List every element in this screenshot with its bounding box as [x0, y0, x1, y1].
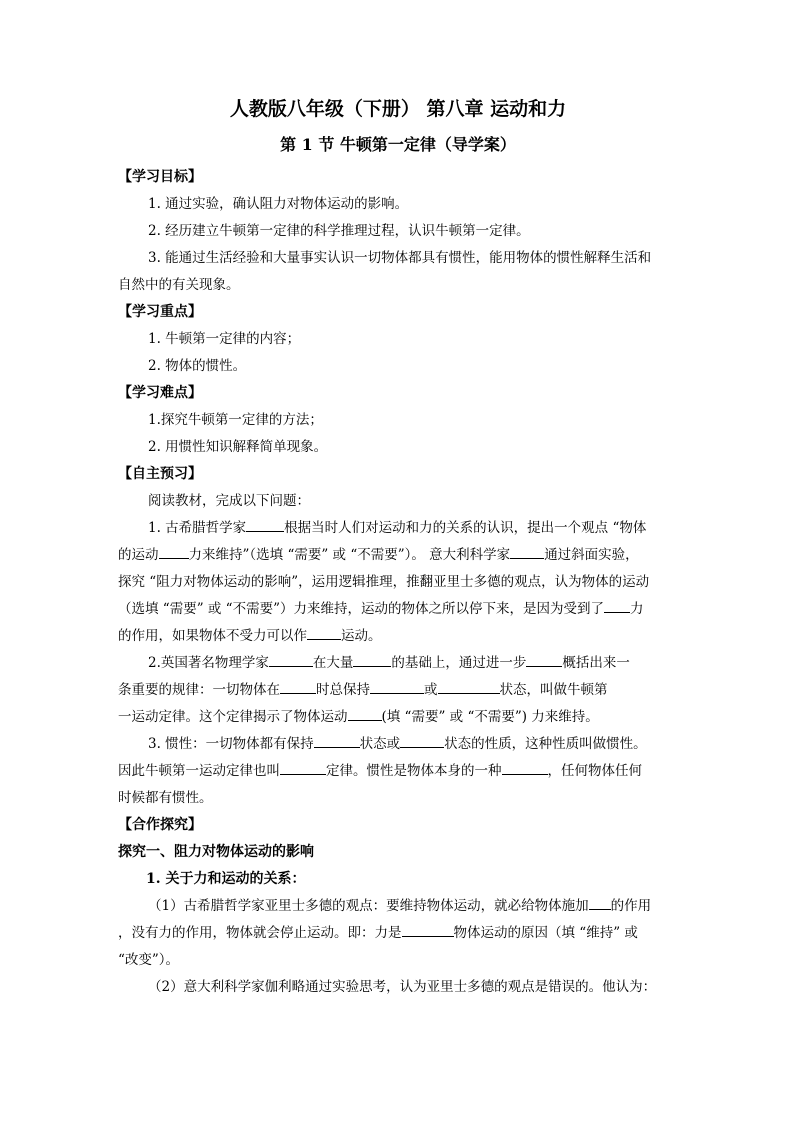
cooperate-heading: 【合作探究】 [118, 817, 202, 833]
q2-text: 的基础上，通过进一步 [391, 655, 527, 671]
explore-1-paragraph-1 [118, 893, 678, 920]
document-title: 人教版八年级（下册） 第八章 运动和力 [229, 98, 567, 120]
q2-text: (填 “需要” 或 “不需要”) 力来维持。 [381, 709, 599, 725]
q3-text: 状态或 [359, 736, 401, 752]
q1-text: 的作用，如果物体不受力可以作 [118, 628, 307, 644]
answer-blank[interactable] [402, 922, 454, 937]
paragraph-text: 物体运动的原因（填 “维持” 或 [453, 925, 638, 941]
difficulties-heading: 【学习难点】 [118, 385, 202, 401]
q1-text: 根据当时人们对运动和力的关系的认识，提出一个观点 “物体 [284, 520, 647, 536]
preview-question-2 [118, 650, 678, 677]
q1-text: 的运动 [118, 547, 159, 563]
answer-blank[interactable] [348, 706, 382, 721]
document-body [118, 96, 678, 1001]
paragraph-text: ，没有力的作用，物体就会停止运动。即：力是 [118, 925, 402, 941]
section-title: 第 1 节 牛顿第一定律（导学案） [280, 135, 516, 154]
goal-item-3: 3. 能通过生活经验和大量事实认识一切物体都具有惯性，能用物体的惯性解释生活和 [148, 250, 652, 266]
explore-1-paragraph-1-cont: “改变”）。 [118, 952, 180, 968]
q2-text: 条重要的规律：一切物体在 [118, 682, 280, 698]
keypoints-heading: 【学习重点】 [118, 304, 202, 320]
paragraph-text: （1）古希腊哲学家亚里士多德的观点：要维持物体运动，就必给物体施加 [148, 898, 589, 914]
q2-text: 一运动定律。这个定律揭示了物体运动 [118, 709, 348, 725]
answer-blank[interactable] [438, 679, 500, 694]
q3-text: 定律。惯性是物体本身的一种 [326, 763, 502, 779]
answer-blank[interactable] [604, 598, 630, 613]
q3-text: 3. 惯性：一切物体都有保持 [148, 736, 314, 752]
goals-heading: 【学习目标】 [118, 169, 202, 185]
preview-question-3 [118, 731, 678, 758]
explore-1-paragraph-1-cont [118, 920, 678, 947]
q3-text: 因此牛顿第一运动定律也叫 [118, 763, 280, 779]
q1-text: 通过斜面实验， [544, 547, 639, 563]
preview-question-3-cont: 时候都有惯性。 [118, 790, 213, 806]
q2-text: 状态，叫做牛顿第 [499, 682, 608, 698]
q1-text: 运动。 [341, 628, 382, 644]
q2-text: 在大量 [312, 655, 354, 671]
preview-question-1-cont [118, 623, 678, 650]
answer-blank[interactable] [246, 517, 284, 532]
goal-item-3-cont: 自然中的有关现象。 [118, 277, 240, 293]
explore-1-heading: 探究一、阻力对物体运动的影响 [118, 844, 314, 860]
preview-question-3-cont [118, 758, 678, 785]
paragraph-text: 的作用 [610, 898, 652, 914]
preview-question-1-cont [118, 596, 678, 623]
explore-1-subheading: 1. 关于力和运动的关系： [146, 871, 306, 887]
answer-blank[interactable] [307, 625, 341, 640]
q1-text: 1. 古希腊哲学家 [148, 520, 247, 536]
preview-question-1-cont: 探究 “阻力对物体运动的影响”，运用逻辑推理，推翻亚里士多德的观点，认为物体的运动 [118, 574, 650, 590]
preview-question-2-cont [118, 704, 678, 731]
answer-blank[interactable] [510, 544, 544, 559]
answer-blank[interactable] [280, 679, 316, 694]
preview-question-1 [118, 515, 678, 542]
q2-text: 2.英国著名物理学家 [148, 655, 269, 671]
answer-blank[interactable] [400, 733, 444, 748]
preview-intro: 阅读教材，完成以下问题： [148, 493, 310, 509]
preview-question-1-cont [118, 542, 678, 569]
answer-blank[interactable] [159, 544, 189, 559]
answer-blank[interactable] [502, 760, 548, 775]
answer-blank[interactable] [526, 652, 562, 667]
difficulty-item-1: 1.探究牛顿第一定律的方法； [148, 412, 323, 428]
answer-blank[interactable] [314, 733, 360, 748]
keypoint-item-2: 2. 物体的惯性。 [148, 358, 247, 374]
keypoint-item-1: 1. 牛顿第一定律的内容； [148, 331, 301, 347]
q2-text: 或 [424, 682, 438, 698]
answer-blank[interactable] [280, 760, 326, 775]
q1-text: （选填 “需要” 或 “不需要”）力来维持，运动的物体之所以停下来，是因为受到了 [118, 601, 604, 617]
q2-text: 概括出来一 [562, 655, 630, 671]
preview-heading: 【自主预习】 [118, 466, 202, 482]
answer-blank[interactable] [353, 652, 391, 667]
answer-blank[interactable] [370, 679, 424, 694]
q1-text: 力 [629, 601, 644, 617]
answer-blank[interactable] [269, 652, 313, 667]
goal-item-2: 2. 经历建立牛顿第一定律的科学推理过程，认识牛顿第一定律。 [148, 223, 530, 239]
q1-text: 力来维持”（选填 “需要” 或 “不需要”）。 意大利科学家 [188, 547, 511, 563]
q3-text: ，任何物体任何 [547, 763, 642, 779]
preview-question-2-cont [118, 677, 678, 704]
answer-blank[interactable] [589, 895, 611, 910]
q2-text: 时总保持 [316, 682, 370, 698]
goal-item-1: 1. 通过实验，确认阻力对物体运动的影响。 [148, 196, 409, 212]
explore-1-paragraph-2: （2）意大利科学家伽利略通过实验思考，认为亚里士多德的观点是错误的。他认为： [148, 979, 657, 995]
q3-text: 状态的性质，这种性质叫做惯性。 [444, 736, 647, 752]
difficulty-item-2: 2. 用惯性知识解释简单现象。 [148, 439, 328, 455]
